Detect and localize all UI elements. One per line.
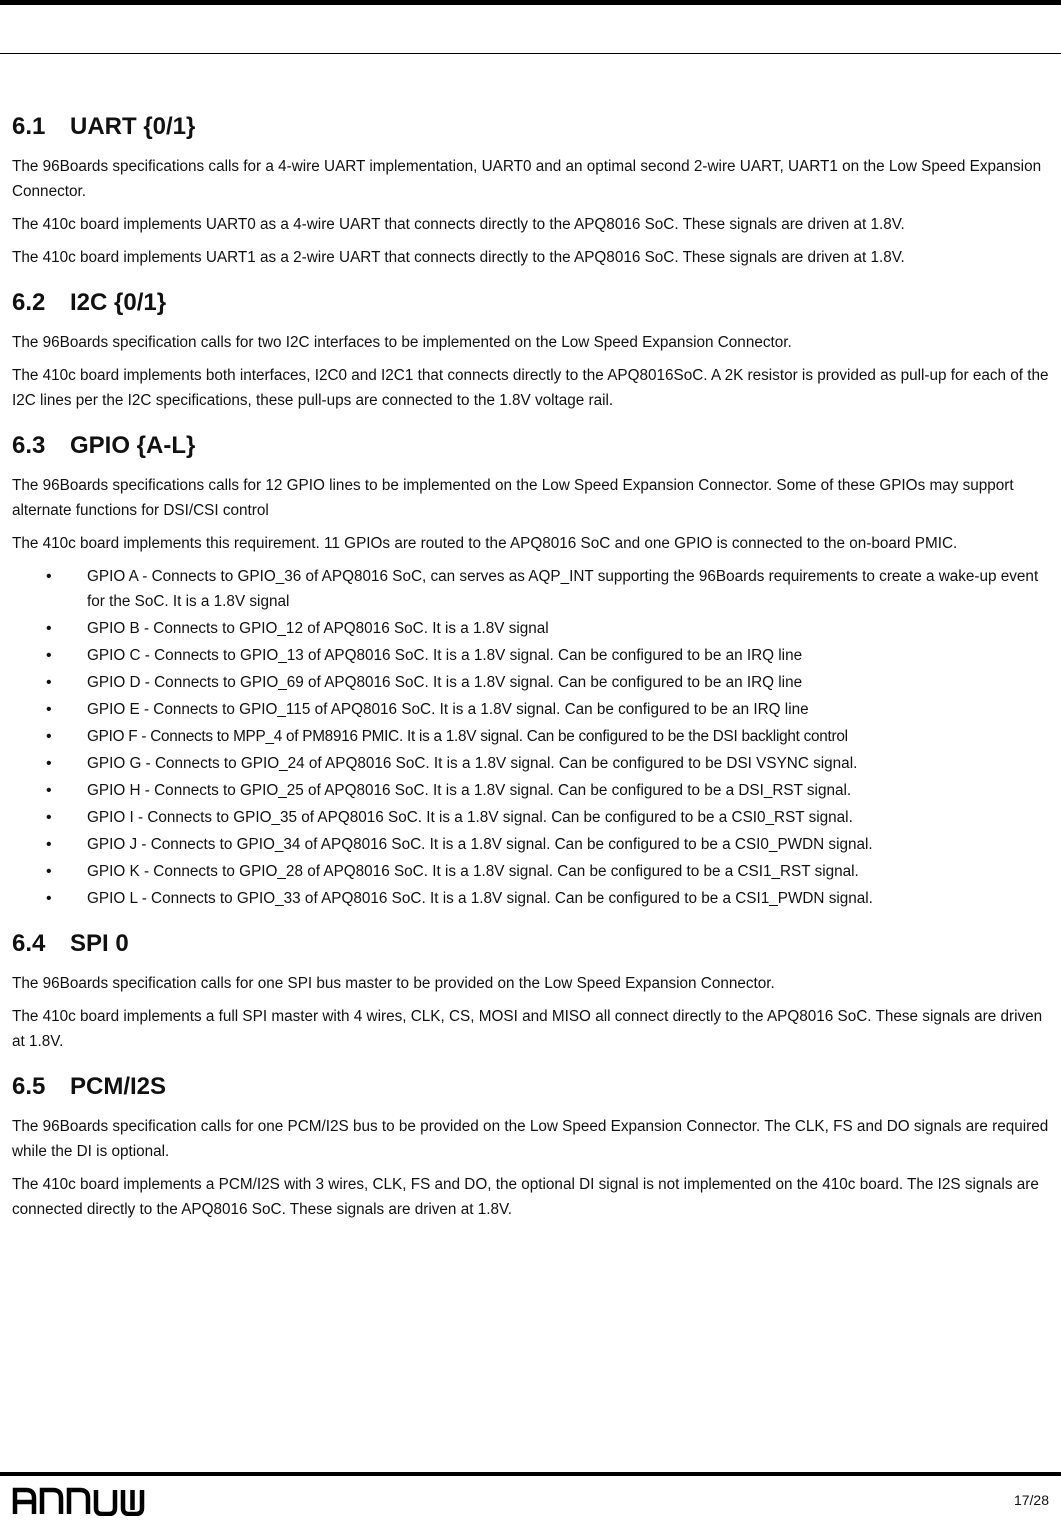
- list-item: • GPIO C - Connects to GPIO_13 of APQ8016 SoC. It is a 1.8V signal. Can be configured to be an IRQ line: [12, 643, 1052, 668]
- section-heading: 6.1 UART {0/1}: [12, 113, 196, 140]
- list-item: • GPIO E - Connects to GPIO_115 of APQ8016 SoC. It is a 1.8V signal. Can be configured to be an IRQ line: [12, 697, 1052, 722]
- section-pcm-i2s: [12, 1068, 1052, 1222]
- paragraph: The 410c board implements UART0 as a 4-wire UART that connects directly to the APQ8016 SoC. These signals are driven at 1.8V.: [12, 216, 905, 233]
- section-gpio: [12, 427, 1052, 911]
- bullet-icon: •: [46, 755, 52, 772]
- section-uart: [12, 108, 1052, 270]
- header-rule: [0, 53, 1061, 54]
- paragraph: The 96Boards specifications calls for 12 GPIO lines to be implemented on the Low Speed Expansion Connector. Some of these GPIOs may support alternate functions for DSI/CSI control: [12, 477, 1014, 519]
- bullet-icon: •: [46, 863, 52, 880]
- paragraph: The 410c board implements this requirement. 11 GPIOs are routed to the APQ8016 SoC and one GPIO is connected to the on-board PMIC.: [12, 535, 958, 552]
- bullet-icon: •: [46, 836, 52, 853]
- list-item: • GPIO D - Connects to GPIO_69 of APQ8016 SoC. It is a 1.8V signal. Can be configured to be an IRQ line: [12, 670, 1052, 695]
- bullet-icon: •: [46, 809, 52, 826]
- list-item: • GPIO J - Connects to GPIO_34 of APQ8016 SoC. It is a 1.8V signal. Can be configured to be a CSI0_PWDN signal.: [12, 832, 1052, 857]
- section-heading: 6.3 GPIO {A-L}: [12, 432, 196, 459]
- paragraph: The 410c board implements both interfaces, I2C0 and I2C1 that connects directly to the APQ8016SoC. A 2K resistor is provided as pull-up for each of the I2C lines per the I2C specifications, these pull-ups are connected to the 1.8V voltage rail.: [12, 367, 1049, 409]
- footer-rule: [0, 1472, 1061, 1476]
- list-item: • GPIO K - Connects to GPIO_28 of APQ8016 SoC. It is a 1.8V signal. Can be configured to be a CSI1_RST signal.: [12, 859, 1052, 884]
- bullet-icon: •: [46, 890, 52, 907]
- list-item: • GPIO B - Connects to GPIO_12 of APQ8016 SoC. It is a 1.8V signal: [12, 616, 1052, 641]
- list-item: • GPIO I - Connects to GPIO_35 of APQ8016 SoC. It is a 1.8V signal. Can be configured to be a CSI0_RST signal.: [12, 805, 1052, 830]
- page-number: 17/28: [1013, 1492, 1049, 1508]
- paragraph: The 96Boards specification calls for one PCM/I2S bus to be provided on the Low Speed Expansion Connector. The CLK, FS and DO signals are required while the DI is optional.: [12, 1118, 1049, 1160]
- list-item: • GPIO A - Connects to GPIO_36 of APQ8016 SoC, can serves as AQP_INT supporting the 96Boards requirements to create a wake-up event for the SoC. It is a 1.8V signal: [12, 564, 1052, 614]
- bullet-icon: •: [46, 647, 52, 664]
- section-heading: 6.4 SPI 0: [12, 930, 129, 957]
- bullet-icon: •: [46, 701, 52, 718]
- bullet-icon: •: [46, 568, 52, 585]
- list-item: • GPIO H - Connects to GPIO_25 of APQ8016 SoC. It is a 1.8V signal. Can be configured to be a DSI_RST signal.: [12, 778, 1052, 803]
- paragraph: The 96Boards specifications calls for a 4-wire UART implementation, UART0 and an optimal second 2-wire UART, UART1 on the Low Speed Expansion Connector.: [12, 158, 1042, 200]
- gpio-list: [12, 564, 1052, 911]
- arrow-logo: [12, 1486, 152, 1521]
- list-item: • GPIO L - Connects to GPIO_33 of APQ8016 SoC. It is a 1.8V signal. Can be configured to be a CSI1_PWDN signal.: [12, 886, 1052, 911]
- section-heading: 6.2 I2C {0/1}: [12, 289, 167, 316]
- paragraph: The 410c board implements a full SPI master with 4 wires, CLK, CS, MOSI and MISO all connect directly to the APQ8016 SoC. These signals are driven at 1.8V.: [12, 1008, 1043, 1050]
- paragraph: The 96Boards specification calls for two I2C interfaces to be implemented on the Low Speed Expansion Connector.: [12, 334, 792, 351]
- section-i2c: [12, 284, 1052, 413]
- document-body: [12, 108, 1052, 1236]
- section-heading: 6.5 PCM/I2S: [12, 1073, 167, 1100]
- paragraph: The 410c board implements UART1 as a 2-wire UART that connects directly to the APQ8016 SoC. These signals are driven at 1.8V.: [12, 249, 905, 266]
- paragraph: The 410c board implements a PCM/I2S with 3 wires, CLK, FS and DO, the optional DI signal is not implemented on the 410c board. The I2S signals are connected directly to the APQ8016 SoC. These signals are driven at 1.8V.: [12, 1176, 1039, 1218]
- list-item: • GPIO F - Connects to MPP_4 of PM8916 PMIC. It is a 1.8V signal. Can be configured to be the DSI backlight control: [12, 724, 1052, 749]
- list-item: • GPIO G - Connects to GPIO_24 of APQ8016 SoC. It is a 1.8V signal. Can be configured to be DSI VSYNC signal.: [12, 751, 1052, 776]
- section-spi: [12, 925, 1052, 1054]
- top-rule: [0, 0, 1061, 5]
- paragraph: The 96Boards specification calls for one SPI bus master to be provided on the Low Speed Expansion Connector.: [12, 975, 775, 992]
- bullet-icon: •: [46, 782, 52, 799]
- bullet-icon: •: [46, 620, 52, 637]
- bullet-icon: •: [46, 674, 52, 691]
- bullet-icon: •: [46, 728, 52, 745]
